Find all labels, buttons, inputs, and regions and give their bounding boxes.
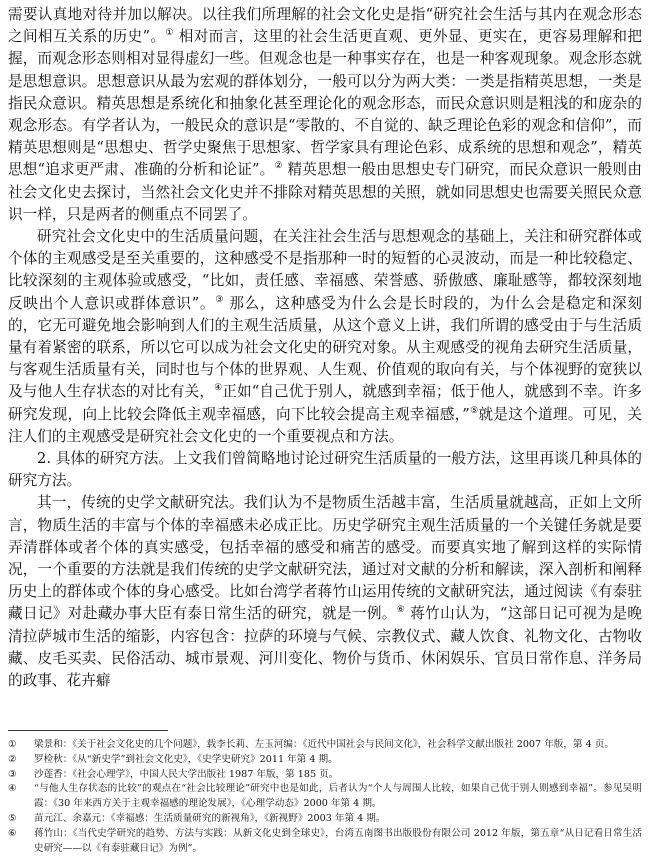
paragraph-2	[8, 226, 642, 448]
footnote-ref-4[interactable]: ④	[214, 383, 223, 394]
main-text	[8, 4, 642, 692]
footnote-ref-6[interactable]: ⑥	[396, 605, 406, 616]
paragraph-2-part-b: 那么，这种感受为什么会是长时段的，为什么会是稳定和深刻的，它无可避免地会影响到人们的主观生活质量，从这个意义上讲，我们所谓的感受由于与生活质量有着紧密的联系，所以它可以成为社会文化史的研究对象。从主观感受的视角去研究生活质量，与客观生活质量有关，同时也与个体的世界观、人生观、价值观的取向有关，与个体视野的宽狭以及与他人生存状态的对比有关，	[8, 294, 642, 401]
footnote-number: ④	[8, 783, 17, 795]
paragraph-1-part-c: 精英思想一般由思想史专门研究，而民众意识一般则由社会文化史去探讨，当然社会文化史并不排除对精英思想的关照，就如同思想史也需要关照民众意识一样，只是两者的侧重点不同罢了。	[8, 161, 642, 223]
paragraph-1	[8, 4, 642, 226]
footnote-text: 罗检秋：《从“新史学”到社会文化史》，《史学史研究》2011 年第 4 期。	[34, 753, 338, 765]
footnote-text: 梁景和：《关于社会文化史的几个问题》，载李长莉、左玉河编：《近代中国社会与民间文化》，社会科学文献出版社 2007 年版，第 4 页。	[34, 739, 614, 750]
paragraph-4-part-a: 其一，传统的史学文献研究法。我们认为不是物质生活越丰富，生活质量就越高，正如上文所言，物质生活的丰富与个体的幸福感未必成正比。历史学研究主观生活质量的一个关键任务就是要弄清群体或者个体的真实感受，包括幸福的感受和痛苦的感受。而要真实地了解到这样的实际情况，一个重要的方法就是我们传统的史学文献研究法，通过对文献的分析和解读，深入剖析和阐释历史上的群体或个体的身心感受。比如台湾学者蒋竹山运用传统的文献研究法，通过阅读《有泰驻藏日记》对赴藏办事大臣有泰日常生活的研究，就是一例。	[8, 494, 642, 623]
footnote-text: 沙莲香：《社会心理学》，中国人民大学出版社 1987 年版，第 185 页。	[34, 768, 339, 780]
footnotes	[8, 738, 642, 856]
footnote-number: ①	[8, 739, 17, 750]
footnote-6	[8, 827, 642, 857]
footnote-text: 苗元江、余嘉元：《幸福感：生活质量研究的新视角》，《新视野》2003 年第 4 期。	[34, 812, 386, 824]
footnote-number: ③	[8, 768, 17, 780]
footnote-3	[8, 768, 642, 783]
paragraph-2-part-c: 正如“自己优于别人，就感到幸福；低于他人，就感到不幸。许多研究发现，向上比较会降低主观幸福感，向下比较会提高主观幸福感，”	[8, 383, 642, 423]
footnote-ref-5[interactable]: ⑤	[469, 405, 479, 416]
footnote-4	[8, 782, 642, 812]
footnote-number: ②	[8, 753, 17, 765]
paragraph-1-part-a: 需要认真地对待并加以解决。以往我们所理解的社会文化史是指“研究社会生活与其内在观念形态之间相互关系的历史”。	[8, 6, 642, 46]
footnote-ref-3[interactable]: ③	[215, 294, 224, 305]
paragraph-2-part-a: 研究社会文化史中的生活质量问题，在关注社会生活与思想观念的基础上，关注和研究群体或个体的主观感受是至关重要的，这种感受不是指那种一时的短暂的心灵波动，而是一种比较稳定、比较深刻的主观体验或感受，“比如，责任感、幸福感、荣誉感、骄傲感、廉耻感等，都较深刻地反映出个人意识或群体意识”。	[8, 228, 642, 312]
footnote-number: ⑥	[8, 827, 17, 839]
footnote-number: ⑤	[8, 812, 17, 824]
paragraph-1-part-b: 相对而言，这里的社会生活更直观、更外显、更实在，更容易理解和把握，而观念形态则相对显得虚幻一些。但观念也是一种事实存在，也是一种客观现象。观念形态就是思想意识。思想意识从最为宏观的群体划分，一般可以分为两大类：一类是指精英思想，一类是指民众意识。精英思想是系统化和抽象化甚至理论化的观念形态，而民众意识则是粗浅的和庞杂的观念形态。有学者认为，一般民众的意识是“零散的、不自觉的、缺乏理论色彩的观念和信仰”，而精英思想则是“思想史、哲学史聚焦于思想家、哲学家具有理论色彩、成系统的思想和观念”，精英思想“追求更严肃、准确的分析和论证”。	[8, 28, 642, 179]
footnote-ref-1[interactable]: ①	[165, 28, 174, 39]
footnote-1	[8, 738, 642, 753]
paragraph-4	[8, 492, 642, 692]
footnote-text: “与他人生存状态的比较”的观点在“社会比较理论”研究中也是如此，后者认为“个人与周围人比较，如果自己优于别人则感到幸福”。参见吴明霞：《30 年来西方关于主观幸福感的理论发展》，《心理学动态》2000 年第 4 期。	[34, 783, 642, 810]
footnote-divider	[8, 730, 168, 731]
paragraph-2-part-d: 就是这个道理。可见，关注人们的主观感受是研究社会文化史的一个重要视点和方法。	[8, 405, 643, 445]
footnote-ref-2[interactable]: ②	[274, 161, 283, 172]
paragraph-3: 2. 具体的研究方法。上文我们曾简略地讨论过研究生活质量的一般方法，这里再谈几种具体的研究方法。	[8, 450, 642, 490]
footnote-text: 蒋竹山：《当代史学研究的趋势、方法与实践：从新文化史到全球史》，台湾五南图书出版股份有限公司 2012 年版，第五章“从日记看日常生活史研究——以《有泰驻藏日记》为例”。	[34, 827, 642, 854]
paragraph-4-part-b: 蒋竹山认为，“这部日记可视为是晚清拉萨城市生活的缩影，内容包含：拉萨的环境与气候、宗教仪式、藏人饮食、礼物文化、古物收藏、皮毛买卖、民俗活动、城市景观、河川变化、物价与货币、休闲娱乐、官员日常作息、洋务局的政事、花卉癖	[8, 605, 642, 690]
footnote-2	[8, 753, 642, 768]
footnote-5	[8, 812, 642, 827]
